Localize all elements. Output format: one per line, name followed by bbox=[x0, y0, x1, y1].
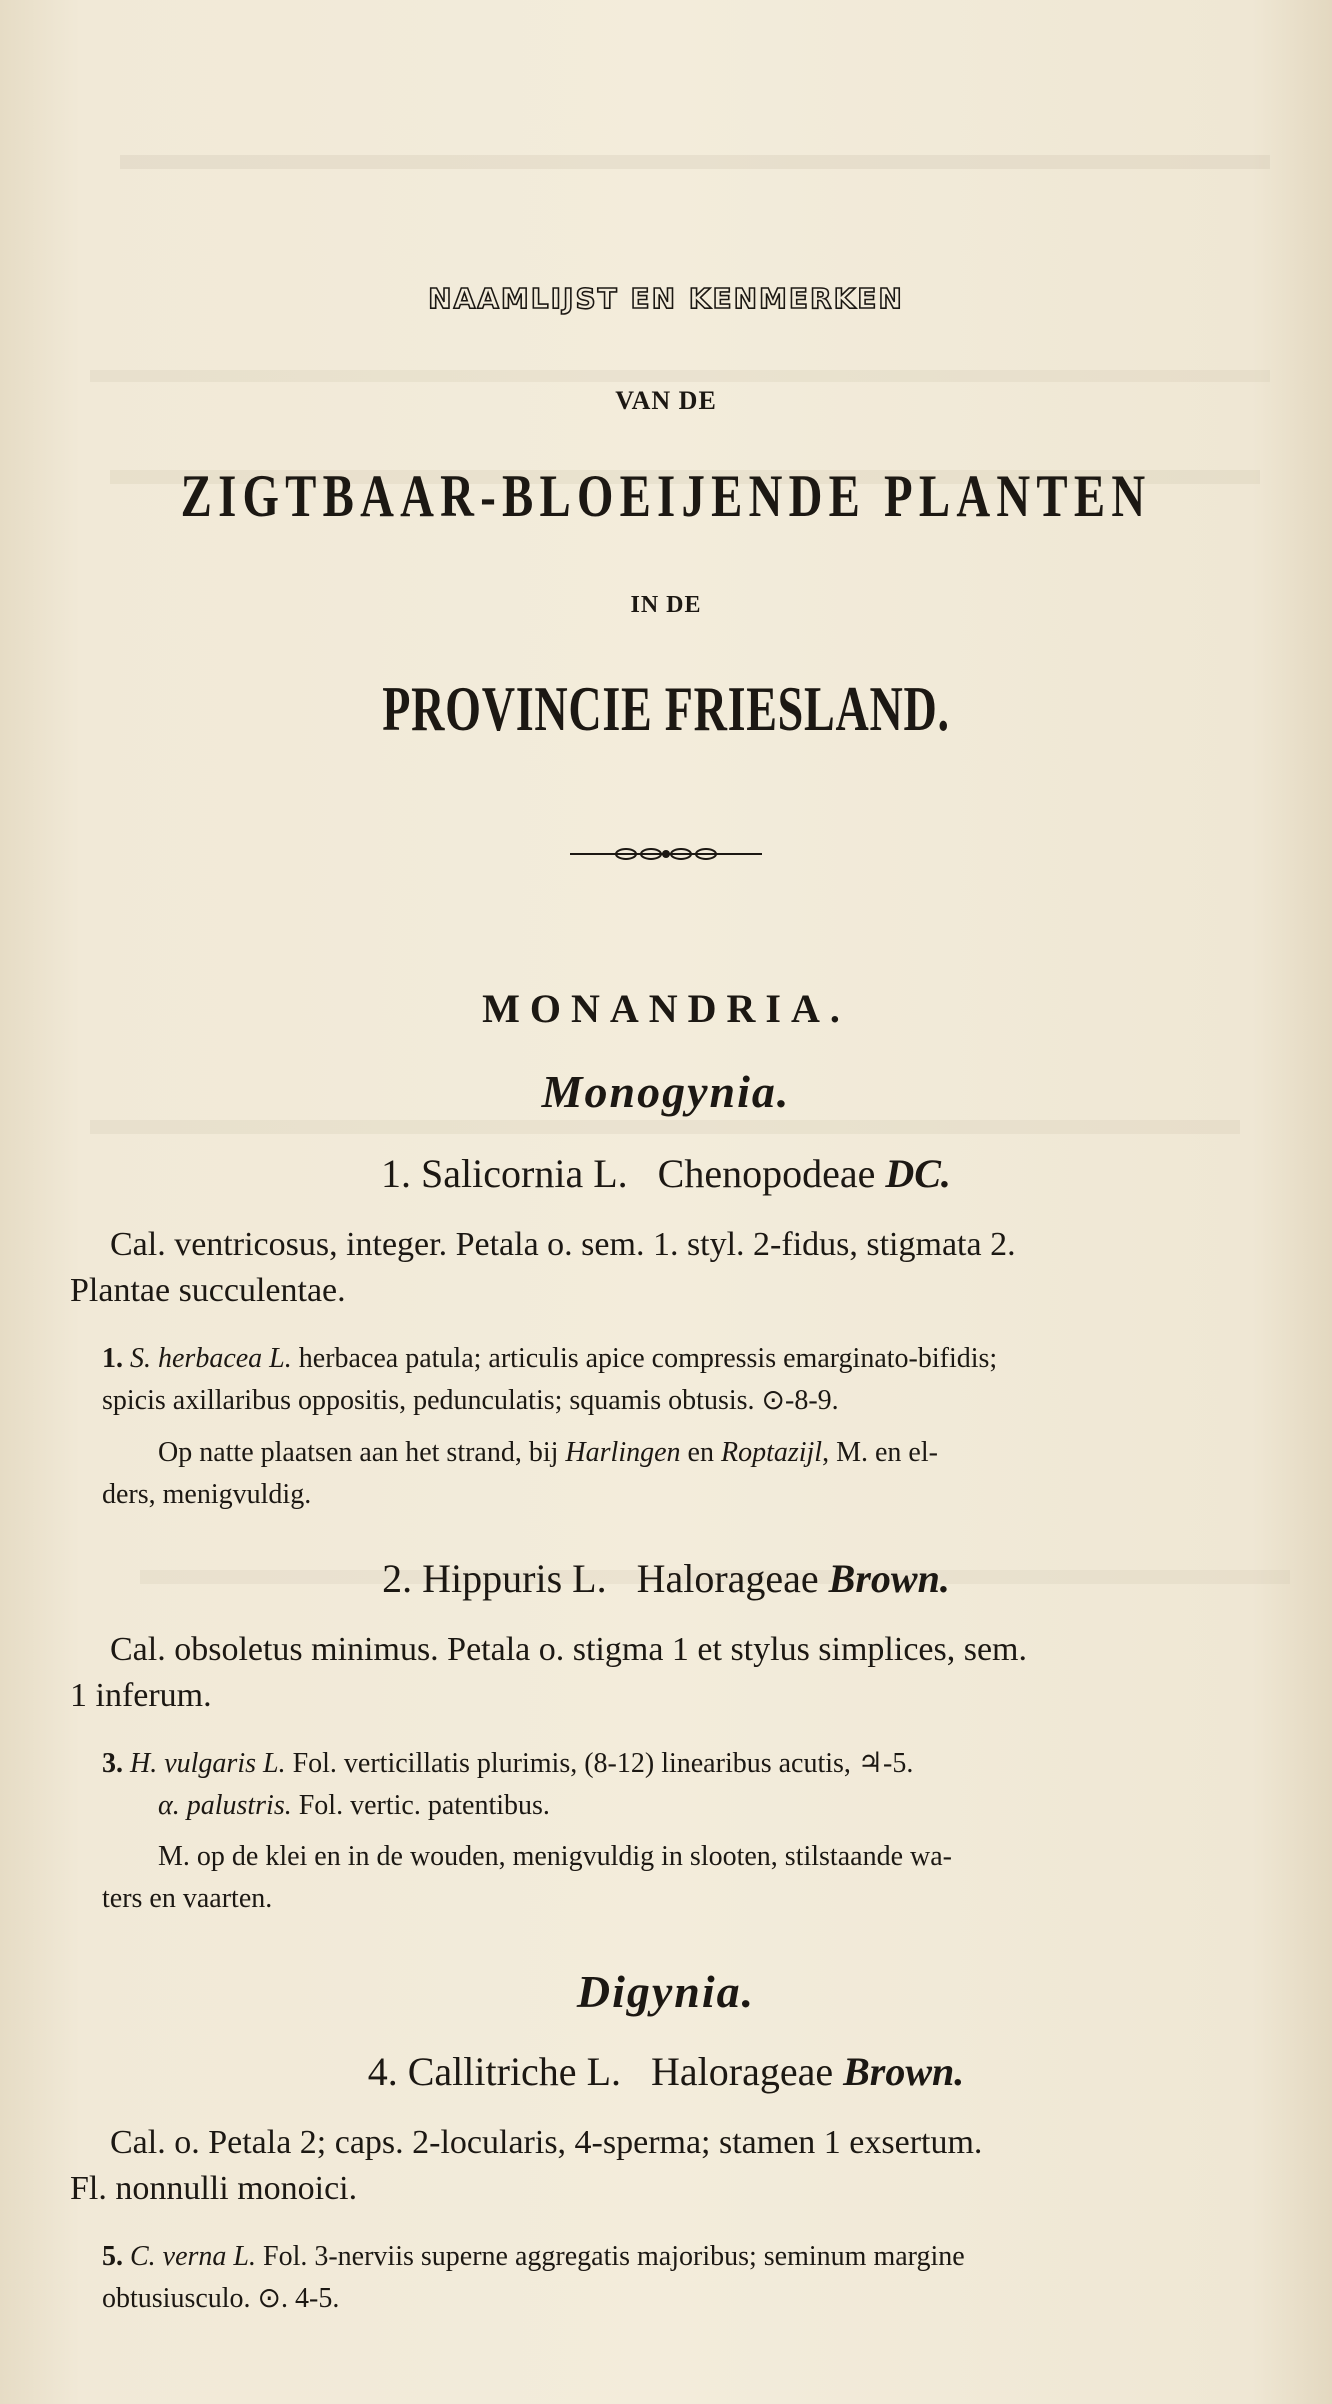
species-line-1: Fol. 3-nerviis superne aggregatis majoribus; seminum margine bbox=[263, 2241, 965, 2272]
title-line-2-text: VAN DE bbox=[615, 386, 717, 415]
ornament-icon bbox=[566, 842, 766, 866]
loc-line-1: M. op de klei en in de wouden, menigvuldig in slooten, stilstaande wa- bbox=[158, 1841, 952, 1872]
loc-text: Op natte plaatsen aan het strand, bij bbox=[158, 1437, 559, 1468]
title-line-2 bbox=[0, 386, 1332, 416]
species-number: 3. bbox=[102, 1748, 123, 1779]
species-name: C. verna L. bbox=[130, 2241, 256, 2272]
species-line-2: Fol. vertic. patentibus. bbox=[298, 1790, 550, 1821]
species-number: 1. bbox=[102, 1343, 123, 1374]
desc-line-1: Cal. o. Petala 2; caps. 2-locularis, 4-sperma; stamen 1 exsertum. bbox=[110, 2124, 983, 2161]
genus-number: 4. bbox=[367, 2049, 398, 2094]
genus-number: 2. bbox=[382, 1556, 413, 1601]
species-entry bbox=[70, 1338, 1290, 1422]
species-line-1: Fol. verticillatis plurimis, (8-12) linearibus acutis, ♃-5. bbox=[292, 1748, 914, 1779]
genus-author: Brown. bbox=[828, 1556, 950, 1601]
desc-line-1: Cal. ventricosus, integer. Petala o. sem. 1. styl. 2-fidus, stigmata 2. bbox=[110, 1226, 1016, 1263]
genus-name: Salicornia L. bbox=[421, 1151, 628, 1196]
species-name: H. vulgaris L. bbox=[130, 1748, 286, 1779]
class-name: MONANDRIA. bbox=[482, 986, 850, 1031]
genus-heading bbox=[0, 1555, 1332, 1602]
species-line-2: obtusiusculo. ⊙. 4-5. bbox=[102, 2283, 340, 2314]
order-name: Digynia. bbox=[576, 1966, 756, 2017]
genus-name: Hippuris L. bbox=[422, 1556, 607, 1601]
genus-description bbox=[70, 1222, 1290, 1314]
species-line-1: herbacea patula; articulis apice compressis emarginato-bifidis; bbox=[298, 1343, 998, 1374]
genus-name: Callitriche L. bbox=[407, 2049, 621, 2094]
loc-text: en bbox=[687, 1437, 714, 1468]
genus-author: DC. bbox=[885, 1151, 951, 1196]
genus-family: Chenopodeae bbox=[657, 1151, 876, 1196]
loc-line-2: ders, menigvuldig. bbox=[102, 1479, 312, 1510]
desc-line-2: Fl. nonnulli monoici. bbox=[70, 2170, 358, 2207]
genus-description bbox=[70, 1627, 1290, 1719]
genus-heading bbox=[0, 1150, 1332, 1197]
loc-text: , M. en el- bbox=[822, 1437, 938, 1468]
genus-family: Halorageae bbox=[636, 1556, 819, 1601]
genus-number: 1. bbox=[381, 1151, 412, 1196]
species-entry bbox=[70, 2236, 1290, 2320]
title-line-3 bbox=[0, 462, 1332, 531]
species-number: 5. bbox=[102, 2241, 123, 2272]
species-entry bbox=[70, 1743, 1290, 1827]
locality bbox=[70, 1432, 1290, 1516]
loc-line-2: ters en vaarten. bbox=[102, 1883, 273, 1914]
class-heading bbox=[0, 985, 1332, 1032]
genus-author: Brown. bbox=[843, 2049, 965, 2094]
desc-line-2: Plantae succulentae. bbox=[70, 1272, 346, 1309]
order-heading-digynia bbox=[0, 1965, 1332, 2018]
genus-family: Halorageae bbox=[651, 2049, 834, 2094]
title-line-1-text: NAAMLIJST EN KENMERKEN bbox=[428, 282, 904, 315]
loc-place: Roptazijl bbox=[720, 1437, 823, 1468]
variety-name: α. palustris. bbox=[158, 1790, 292, 1821]
desc-line-2: 1 inferum. bbox=[70, 1677, 212, 1714]
ornament-divider bbox=[0, 842, 1332, 870]
order-heading-monogynia bbox=[0, 1065, 1332, 1118]
desc-line-1: Cal. obsoletus minimus. Petala o. stigma 1 et stylus simplices, sem. bbox=[110, 1631, 1028, 1668]
locality bbox=[70, 1836, 1290, 1920]
title-main-text: ZIGTBAAR-BLOEIJENDE PLANTEN bbox=[180, 463, 1152, 529]
title-line-4-text: IN DE bbox=[630, 592, 702, 618]
species-line-2: spicis axillaribus oppositis, pedunculatis; squamis obtusis. ⊙-8-9. bbox=[102, 1385, 839, 1416]
order-name: Monogynia. bbox=[541, 1066, 791, 1117]
species-name: S. herbacea L. bbox=[130, 1343, 292, 1374]
genus-heading bbox=[0, 2048, 1332, 2095]
title-line-4 bbox=[0, 592, 1332, 619]
loc-place: Harlingen bbox=[565, 1437, 681, 1468]
title-line-5 bbox=[0, 672, 1332, 746]
title-line-1 bbox=[0, 282, 1332, 315]
genus-description bbox=[70, 2120, 1290, 2212]
province-title-text: PROVINCIE FRIESLAND. bbox=[382, 673, 950, 744]
